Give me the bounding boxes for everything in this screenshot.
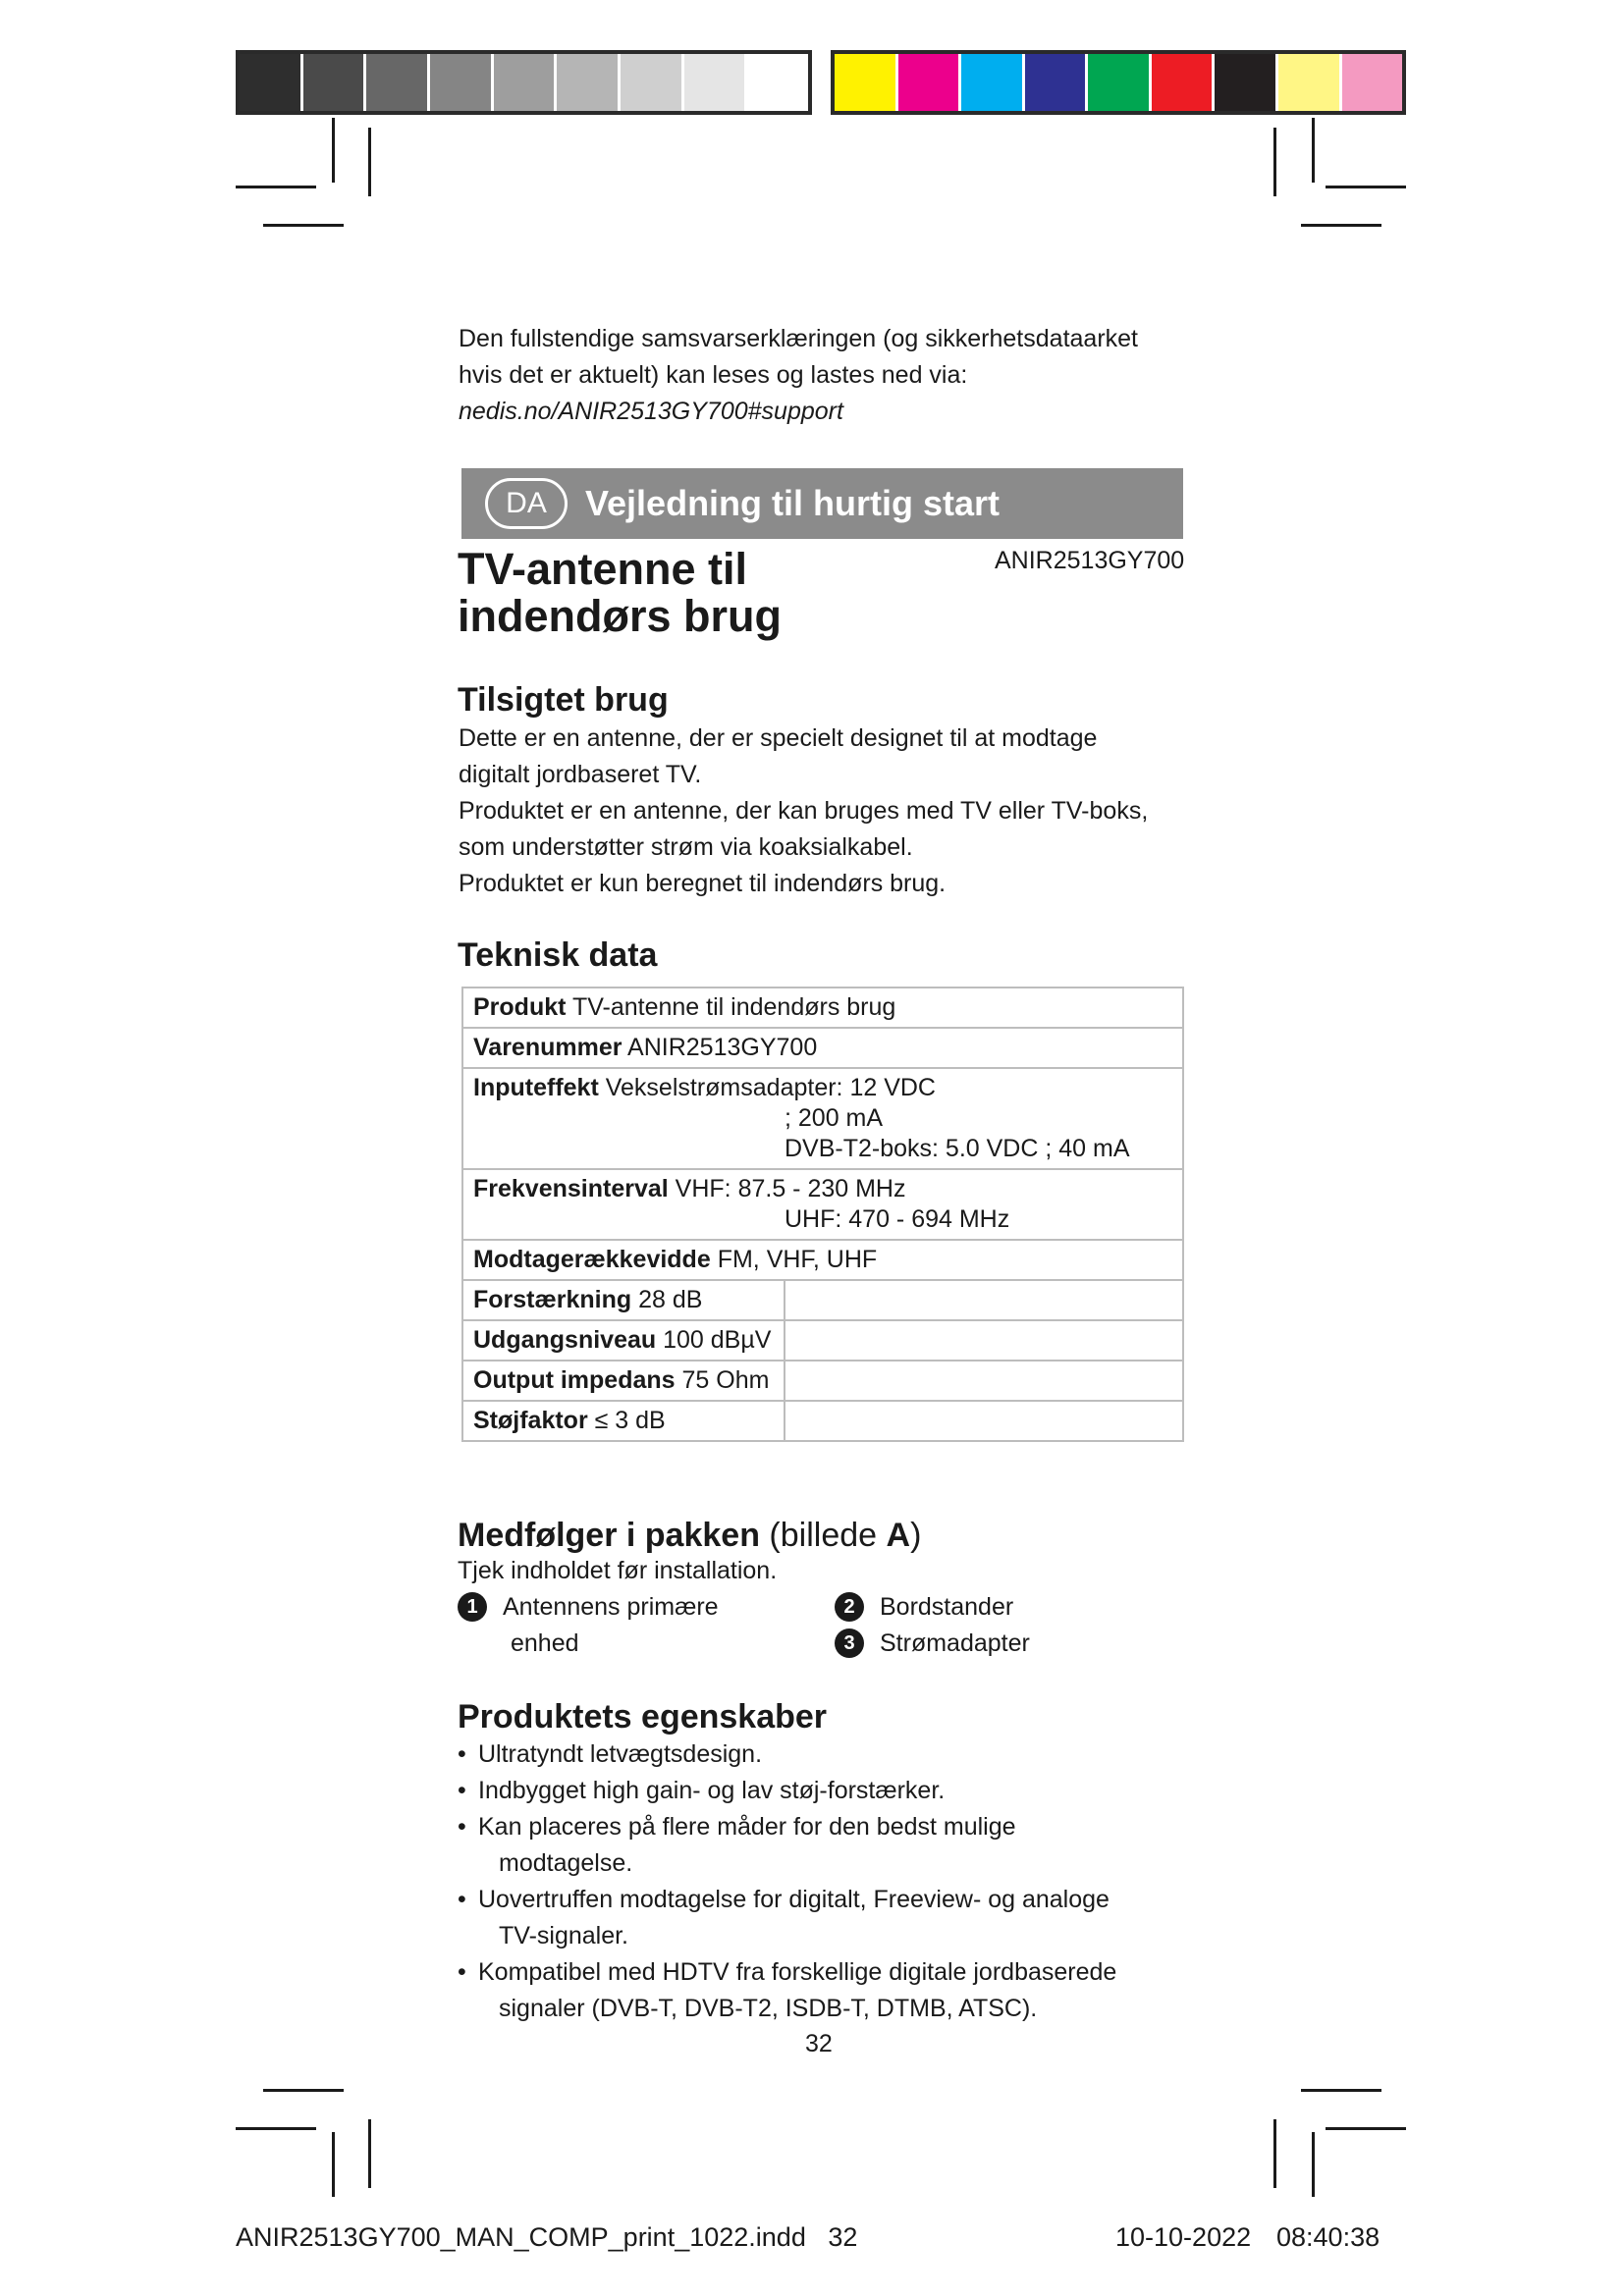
package-item-line: Bordstander [880,1593,1014,1621]
spec-empty-cell [785,1361,1183,1401]
spec-label: Inputeffekt [473,1074,599,1101]
crop-mark [1312,2132,1315,2197]
gray-swatch [747,54,808,111]
spec-row [462,1240,1183,1280]
spec-row [462,1169,1183,1240]
spec-label: Udgangsniveau [473,1326,657,1354]
crop-mark [1326,186,1406,188]
intended-use-line: Dette er en antenne, der er specielt designet til at modtage [459,724,1098,752]
spec-row [462,1068,1183,1169]
intended-use-line: Produktet er kun beregnet til indendørs brug. [459,870,947,897]
spec-cell [462,1280,785,1320]
crop-mark [332,118,335,183]
color-swatch [898,54,962,111]
model-number: ANIR2513GY700 [995,547,1185,574]
spec-cell [462,1169,1183,1240]
gray-swatch [366,54,430,111]
language-badge: DA [485,478,568,529]
crop-mark [332,2132,335,2197]
product-title-line: TV-antenne til [458,544,748,594]
color-swatch [1088,54,1152,111]
gray-swatch [557,54,621,111]
spec-cell [462,1401,785,1441]
intended-use-line: som understøtter strøm via koaksialkabel. [459,833,913,861]
crop-mark [263,224,344,227]
crop-mark [368,128,371,196]
gray-swatch [303,54,367,111]
banner-title: Vejledning til hurtig start [585,483,1001,523]
color-swatch [1152,54,1216,111]
package-heading-ref-close: ) [910,1517,922,1554]
package-heading [458,1516,921,1555]
crop-mark [1273,128,1276,196]
spec-row [462,1401,1183,1441]
grayscale-color-bar [236,50,812,115]
gray-swatch [684,54,748,111]
crop-mark [1273,2119,1276,2188]
spec-label: Frekvensinterval [473,1175,669,1202]
product-title-line: indendørs brug [458,591,782,641]
spec-table [461,987,1184,1442]
spec-cell [462,1068,1183,1169]
crop-mark [236,186,316,188]
tech-data-heading: Teknisk data [458,936,658,974]
item-number-icon: 1 [458,1592,487,1622]
spec-value-continued: DVB-T2-boks: 5.0 VDC ; 40 mA [785,1135,1130,1162]
spec-label: Varenummer [473,1034,623,1061]
conformity-line: Den fullstendige samsvarserklæringen (og sikkerhetsdataarket [459,325,1138,352]
spec-value: FM, VHF, UHF [717,1246,878,1273]
gray-swatch [430,54,494,111]
gray-swatch [494,54,558,111]
crop-mark [1312,118,1315,183]
package-note: Tjek indholdet før installation. [458,1557,778,1584]
feature-line: Ultratyndt letvægtsdesign. [478,1740,763,1768]
feature-line-continued: signaler (DVB-T, DVB-T2, ISDB-T, DTMB, ATSC). [499,1995,1038,2022]
feature-item [458,1809,1204,1882]
spec-value-continued: ; 200 mA [785,1104,884,1132]
package-item-text [503,1589,719,1662]
color-swatch [961,54,1025,111]
package-heading-bold: Medfølger i pakken [458,1517,760,1554]
intended-use-text [459,721,1205,902]
spec-cell [462,1028,1183,1068]
spec-value: TV-antenne til indendørs brug [571,993,896,1021]
package-item [458,1589,719,1662]
package-item-line: Strømadapter [880,1629,1030,1657]
item-number-icon: 2 [835,1592,864,1622]
color-swatch [1278,54,1342,111]
intended-use-line: digitalt jordbaseret TV. [459,761,702,788]
feature-item [458,1736,1204,1773]
spec-cell [462,988,1183,1028]
intended-use-line: Produktet er en antenne, der kan bruges med TV eller TV-boks, [459,797,1149,825]
crop-mark [368,2119,371,2188]
color-swatch [1025,54,1089,111]
feature-line: Kan placeres på flere måder for den bedst mulige [478,1813,1016,1841]
slug-date: 10-10-2022 [1115,2222,1252,2252]
spec-label: Produkt [473,993,567,1021]
feature-line: Kompatibel med HDTV fra forskellige digitale jordbaserede [478,1958,1117,1986]
crop-mark [1326,2127,1406,2130]
page-number: 32 [805,2030,833,2057]
process-color-bar [831,50,1406,115]
spec-value: ≤ 3 dB [594,1407,666,1434]
conformity-notice [459,321,1205,430]
spec-value: 28 dB [638,1286,703,1313]
spec-value: VHF: 87.5 - 230 MHz [675,1175,906,1202]
spec-cell [462,1240,1183,1280]
spec-cell [462,1320,785,1361]
item-number-icon: 3 [835,1629,864,1658]
gray-swatch [621,54,684,111]
slug-time: 08:40:38 [1276,2222,1380,2252]
spec-value: 100 dBµV [663,1326,772,1354]
spec-row [462,1320,1183,1361]
spec-value-continued: UHF: 470 - 694 MHz [785,1205,1010,1233]
feature-item [458,1954,1204,2027]
spec-label: Støjfaktor [473,1407,588,1434]
features-heading: Produktets egenskaber [458,1698,828,1735]
spec-row [462,1028,1183,1068]
features-list [458,1736,1204,2027]
product-title [458,546,870,640]
feature-line: Indbygget high gain- og lav støj-forstærker. [478,1777,946,1804]
spec-cell [462,1361,785,1401]
feature-line: Uovertruffen modtagelse for digitalt, Freeview- og analoge [478,1886,1110,1913]
feature-item [458,1773,1204,1809]
spec-empty-cell [785,1280,1183,1320]
spec-empty-cell [785,1320,1183,1361]
spec-row [462,988,1183,1028]
intended-use-heading: Tilsigtet brug [458,681,669,719]
crop-mark [263,2089,344,2092]
gray-swatch [240,54,303,111]
package-heading-ref: A [886,1517,911,1554]
package-item-line: Antennens primære [503,1593,719,1621]
feature-item [458,1882,1204,1954]
crop-mark [1301,2089,1381,2092]
slug-filename: ANIR2513GY700_MAN_COMP_print_1022.indd 32 [236,2222,858,2252]
section-banner [461,468,1183,539]
crop-mark [236,2127,316,2130]
support-link[interactable]: nedis.no/ANIR2513GY700#support [459,398,843,425]
color-swatch [835,54,898,111]
spec-label: Output impedans [473,1366,676,1394]
spec-row [462,1361,1183,1401]
spec-value: 75 Ohm [681,1366,770,1394]
package-item [835,1589,1013,1626]
spec-label: Forstærkning [473,1286,632,1313]
spec-value: Vekselstrømsadapter: 12 VDC [605,1074,936,1101]
package-item-line: enhed [511,1629,579,1657]
spec-label: Modtagerækkevidde [473,1246,711,1273]
spec-value: ANIR2513GY700 [627,1034,818,1061]
spec-empty-cell [785,1401,1183,1441]
feature-line-continued: TV-signaler. [499,1922,629,1949]
color-swatch [1215,54,1278,111]
feature-line-continued: modtagelse. [499,1849,633,1877]
crop-mark [1301,224,1381,227]
spec-row [462,1280,1183,1320]
color-swatch [1342,54,1403,111]
package-heading-ref-open: (billede [769,1517,887,1554]
conformity-line: hvis det er aktuelt) kan leses og lastes ned via: [459,361,968,389]
package-item [835,1626,1030,1662]
